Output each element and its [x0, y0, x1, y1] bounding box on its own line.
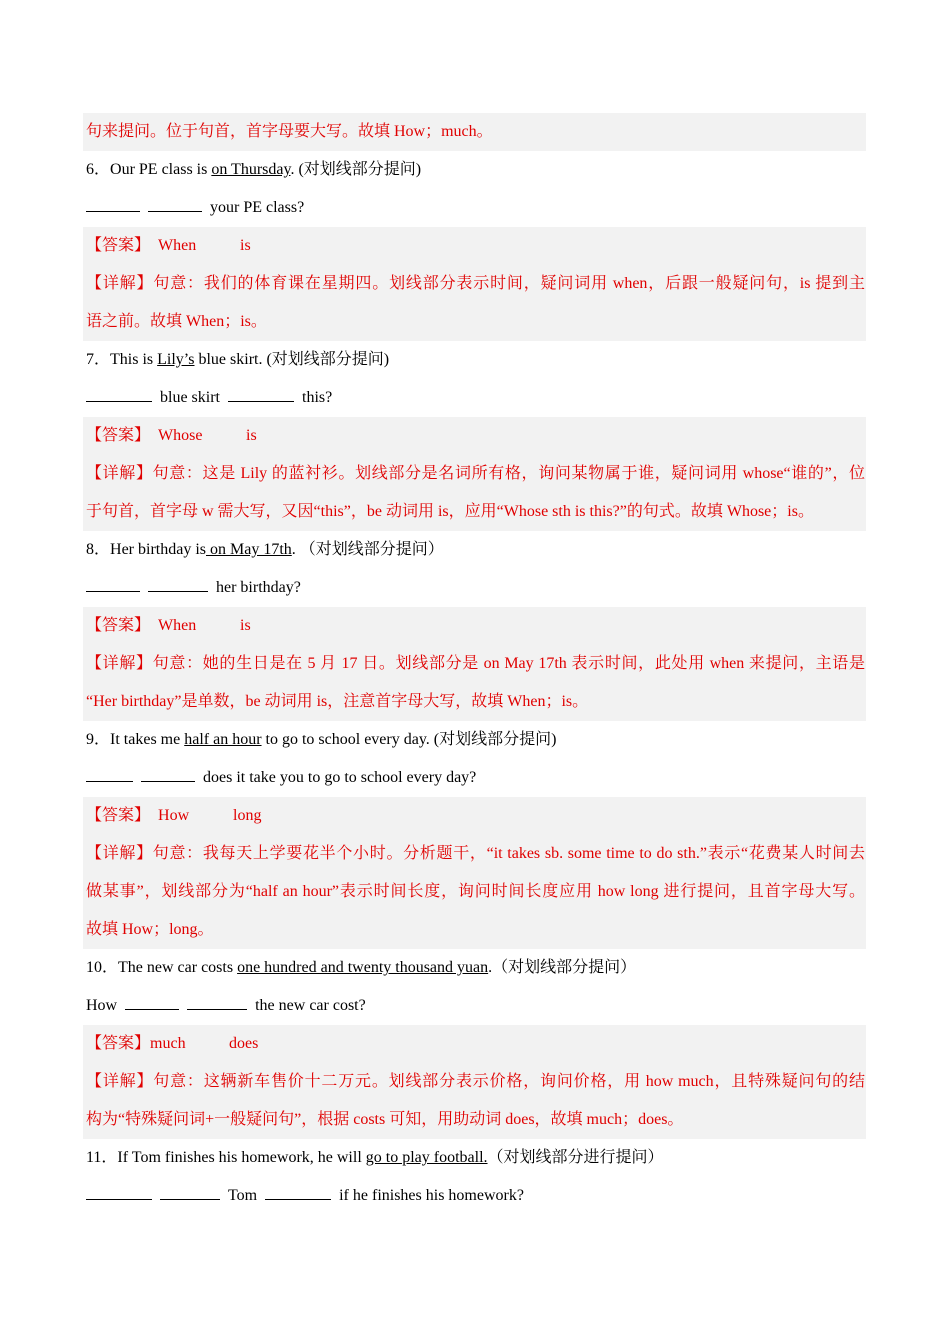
blank-mid: blue skirt	[160, 389, 220, 406]
answer-label: 【答案】	[86, 427, 151, 444]
underlined-part: on Thursday	[211, 161, 291, 178]
question-text: The new car costs	[118, 959, 238, 976]
detail-9-line1	[86, 835, 865, 873]
underlined-part: half an hour	[184, 731, 262, 748]
detail-8-line1	[86, 645, 865, 683]
answer-blanks-7	[86, 379, 332, 417]
detail-6-line1	[86, 265, 865, 303]
question-instruction: blue skirt. (对划线部分提问)	[194, 351, 390, 368]
answer-word: When	[158, 617, 197, 634]
question-text: This is	[110, 351, 158, 368]
question-text: Our PE class is	[110, 161, 212, 178]
answer-word: How	[158, 807, 190, 824]
blank[interactable]	[228, 385, 294, 402]
blank[interactable]	[86, 575, 140, 592]
question-text: Her birthday is	[110, 541, 206, 558]
answer-word: is	[240, 617, 251, 634]
blank-suffix: this?	[302, 389, 333, 406]
detail-10-line1	[86, 1063, 865, 1101]
question-10	[86, 949, 636, 987]
answer-label: 【答案】	[86, 1035, 151, 1052]
answer-label: 【答案】	[86, 807, 151, 824]
blank-suffix: your PE class?	[210, 199, 305, 216]
detail-text: 句意：我每天上学要花半个小时。分析题干，“it takes sb. some time to do sth.”表示“花费某人时间去	[152, 845, 865, 862]
detail-text: 句意：我们的体育课在星期四。划线部分表示时间，疑问词用 when，后跟一般疑问句，is 提到主	[153, 275, 865, 292]
blank[interactable]	[148, 195, 202, 212]
blank[interactable]	[265, 1183, 331, 1200]
question-6	[86, 151, 421, 189]
blank[interactable]	[86, 385, 152, 402]
question-instruction: .（对划线部分提问）	[488, 959, 637, 976]
blank[interactable]	[141, 765, 195, 782]
question-11	[86, 1139, 664, 1177]
answer-6	[86, 227, 251, 265]
blank-suffix: her birthday?	[216, 579, 301, 596]
detail-9-line3: 故填 How；long。	[86, 921, 214, 938]
answer-7	[86, 417, 257, 455]
underlined-part: one hundred and twenty thousand yuan	[237, 959, 489, 976]
answer-blanks-11	[86, 1177, 524, 1215]
question-8	[86, 531, 444, 569]
question-number: 9．	[86, 731, 111, 748]
answer-10	[86, 1025, 258, 1063]
question-number: 11．	[86, 1149, 118, 1166]
answer-blanks-9	[86, 759, 476, 797]
blank-suffix: does it take you to go to school every day?	[203, 769, 477, 786]
answer-blanks-6	[86, 189, 304, 227]
question-instruction: to go to school every day. (对划线部分提问)	[261, 731, 557, 748]
question-number: 6．	[86, 161, 111, 178]
detail-label: 【详解】	[86, 465, 153, 482]
answer-word: Whose	[158, 427, 203, 444]
underlined-part: Lily’s	[157, 351, 195, 368]
answer-word: does	[229, 1035, 259, 1052]
blank[interactable]	[86, 1183, 152, 1200]
detail-8-line2: “Her birthday”是单数，be 动词用 is，注意首字母大写，故填 When；is。	[86, 693, 589, 710]
question-9	[86, 721, 556, 759]
question-text: It takes me	[110, 731, 185, 748]
detail-9-line2: 做某事”，划线部分为“half an hour”表示时间长度，询问时间长度应用 how long 进行提问，且首字母大写。	[86, 883, 865, 900]
answer-8	[86, 607, 251, 645]
blank-suffix: if he finishes his homework?	[339, 1187, 524, 1204]
detail-label: 【详解】	[86, 1073, 154, 1090]
question-number: 7．	[86, 351, 111, 368]
question-text: If Tom finishes his homework, he will	[117, 1149, 366, 1166]
answer-word: is	[240, 237, 251, 254]
underlined-part: on May 17th	[206, 541, 292, 558]
underlined-part: go to play football.	[365, 1149, 488, 1166]
blank[interactable]	[187, 993, 247, 1010]
answer-blanks-8	[86, 569, 301, 607]
answer-word: When	[158, 237, 197, 254]
question-number: 8．	[86, 541, 111, 558]
detail-7-line2: 于句首，首字母 w 需大写，又因“this”，be 动词用 is，应用“Whose sth is this?”的句式。故填 Whose；is。	[86, 503, 814, 520]
answer-9	[86, 797, 261, 835]
answer-label: 【答案】	[86, 617, 151, 634]
blank[interactable]	[160, 1183, 220, 1200]
blank-suffix: the new car cost?	[255, 997, 366, 1014]
blank[interactable]	[148, 575, 208, 592]
question-instruction: . (对划线部分提问)	[290, 161, 422, 178]
answer-label: 【答案】	[86, 237, 151, 254]
blank[interactable]	[86, 195, 140, 212]
detail-label: 【详解】	[86, 655, 153, 672]
detail-10-line2: 构为“特殊疑问词+一般疑问句”，根据 costs 可知，用助动词 does，故填 much；does。	[86, 1111, 684, 1128]
blank[interactable]	[86, 765, 133, 782]
detail-continuation: 句来提问。位于句首，首字母要大写。故填 How；much。	[86, 123, 493, 140]
detail-text: 句意：这辆新车售价十二万元。划线部分表示价格，询问价格，用 how much，且特殊疑问句的结	[153, 1073, 865, 1090]
detail-label: 【详解】	[86, 845, 153, 862]
blank[interactable]	[125, 993, 179, 1010]
blank-prefix: How	[86, 997, 118, 1014]
answer-blanks-10	[86, 987, 366, 1025]
question-7	[86, 341, 389, 379]
answer-word: much	[150, 1035, 186, 1052]
detail-text: 句意：她的生日是在 5 月 17 日。划线部分是 on May 17th 表示时间，此处用 when 来提问，主语是	[152, 655, 865, 672]
detail-label: 【详解】	[86, 275, 154, 292]
blank-mid: Tom	[228, 1187, 258, 1204]
question-instruction: . （对划线部分提问）	[291, 541, 444, 558]
answer-word: long	[233, 807, 262, 824]
detail-7-line1	[86, 455, 865, 493]
answer-word: is	[246, 427, 257, 444]
question-instruction: （对划线部分进行提问）	[487, 1149, 664, 1166]
detail-6-line2: 语之前。故填 When；is。	[86, 313, 267, 330]
detail-text: 句意：这是 Lily 的蓝衬衫。划线部分是名词所有格，询问某物属于谁，疑问词用 whose“谁的”，位	[152, 465, 865, 482]
question-number: 10．	[86, 959, 119, 976]
